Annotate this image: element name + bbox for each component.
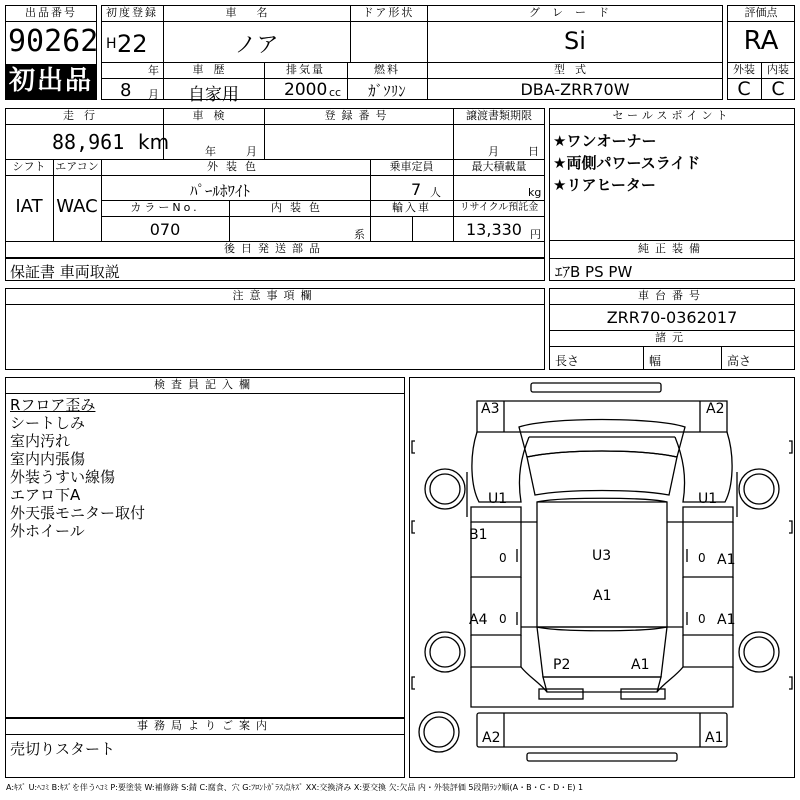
interior-label: 内装 bbox=[767, 63, 789, 76]
sales-point-3: ★リアヒーター bbox=[553, 176, 656, 194]
width-label: 幅 bbox=[649, 354, 662, 368]
score-label: 評価点 bbox=[744, 6, 778, 19]
reg-month: 8 bbox=[120, 80, 132, 101]
displacement-unit: cc bbox=[329, 86, 342, 99]
recycle: 13,330 bbox=[466, 220, 522, 239]
mark-u1-left: U1 bbox=[488, 491, 508, 507]
height-label: 高さ bbox=[727, 354, 752, 368]
later-shipment: 保証書 車両取説 bbox=[10, 263, 120, 281]
fuel: ｶﾞｿﾘﾝ bbox=[368, 82, 406, 100]
capacity-unit: 人 bbox=[430, 186, 441, 199]
car-name-label: 車名 bbox=[225, 6, 288, 19]
inspection-year-unit: 年 bbox=[205, 145, 216, 158]
inspector-line-7: 外天張モニター取付 bbox=[10, 504, 146, 522]
mark-a4-left: A4 bbox=[469, 612, 488, 628]
inspector-line-1: Rフロア歪み bbox=[10, 396, 96, 414]
era-letter: H bbox=[106, 36, 117, 52]
exterior-label: 外装 bbox=[733, 63, 755, 76]
door-label: ドア形状 bbox=[362, 6, 415, 19]
int-color-label: 内装色 bbox=[271, 201, 328, 214]
lot-number: 90262 bbox=[8, 24, 99, 59]
inspector-line-5: 外装うすい線傷 bbox=[10, 468, 116, 486]
grade: Si bbox=[564, 27, 586, 55]
capacity: 7 bbox=[411, 180, 422, 199]
mark-a1-bottom-right: A1 bbox=[705, 730, 724, 746]
inspector-line-2: シートしみ bbox=[10, 414, 86, 432]
history-label: 車歴 bbox=[192, 63, 235, 76]
inspection-month-unit: 月 bbox=[246, 145, 257, 158]
notes-label: 注意事項欄 bbox=[232, 289, 318, 302]
equipment: ｴｱB PS PW bbox=[555, 263, 633, 281]
inspector-label: 検査員記入欄 bbox=[154, 378, 256, 391]
mileage-label: 走行 bbox=[63, 109, 105, 122]
year-unit: 年 bbox=[148, 64, 159, 77]
mark-u3-roof: U3 bbox=[592, 548, 612, 564]
mark-a1-right-door: A1 bbox=[717, 552, 736, 568]
import-label: 輸入車 bbox=[392, 201, 431, 214]
chassis: ZRR70-0362017 bbox=[606, 308, 738, 327]
score: RA bbox=[743, 26, 779, 56]
mark-a1-rear: A1 bbox=[631, 657, 650, 673]
glass-mark-left-rear: 0 bbox=[499, 612, 507, 626]
glass-mark-right-rear: 0 bbox=[698, 612, 706, 626]
transfer-month-unit: 月 bbox=[488, 145, 499, 158]
legend: A:ｷｽﾞ U:ﾍｺﾐ B:ｷｽﾞを伴うﾍｺﾐ P:要塗装 W:補修跡 S:錆 C:腐食、穴 G:ﾌﾛﾝﾄｶﾞﾗｽ点ｷｽﾞ XX:交換済み X:要交換 欠:欠品 内・外装評価 5段階ﾗﾝｸ順(A・B・C・D・E) 1 bbox=[6, 783, 584, 792]
load-label: 最大積載量 bbox=[471, 160, 527, 173]
ext-color: ﾊﾟｰﾙﾎﾜｲﾄ bbox=[190, 182, 251, 200]
interior-grade: C bbox=[771, 78, 785, 100]
length-label: 長さ bbox=[555, 354, 580, 368]
displacement-label: 排気量 bbox=[286, 63, 325, 76]
mark-a2-top-right: A2 bbox=[706, 401, 725, 417]
inspector-line-8: 外ホイール bbox=[10, 522, 85, 540]
ext-color-label: 外装色 bbox=[207, 160, 264, 173]
dimensions-label: 諸元 bbox=[655, 331, 689, 344]
transfer-day-unit: 日 bbox=[528, 145, 539, 158]
equipment-label: 純正装備 bbox=[638, 242, 706, 255]
shift-label: シフト bbox=[12, 160, 46, 173]
lot-number-label: 出品番号 bbox=[25, 6, 77, 19]
mark-b1-left: B1 bbox=[469, 527, 488, 543]
recycle-unit: 円 bbox=[530, 228, 541, 241]
mileage: 88,961 bbox=[52, 130, 125, 154]
sales-points-label: セールスポイント bbox=[612, 109, 732, 122]
sales-point-1: ★ワンオーナー bbox=[553, 132, 657, 150]
exterior-grade: C bbox=[737, 78, 751, 100]
office-label: 事務局よりご案内 bbox=[137, 719, 273, 732]
model-label: 型式 bbox=[554, 63, 596, 76]
capacity-label: 乗車定員 bbox=[389, 160, 434, 173]
recycle-label: リサイクル預託金 bbox=[459, 202, 539, 213]
glass-mark-right-front: 0 bbox=[698, 551, 706, 565]
inspector-line-3: 室内汚れ bbox=[10, 432, 71, 450]
first-reg-label: 初度登録 bbox=[106, 6, 158, 19]
history: 自家用 bbox=[188, 85, 239, 105]
office: 売切りスタート bbox=[10, 740, 116, 758]
aircon-label: エアコン bbox=[55, 160, 99, 173]
fuel-label: 燃料 bbox=[374, 63, 400, 76]
load-unit: kg bbox=[528, 186, 542, 199]
color-no-label: カラーNo. bbox=[130, 201, 200, 214]
grade-label: グレード bbox=[529, 6, 621, 19]
month-unit: 月 bbox=[148, 88, 159, 101]
aircon: WAC bbox=[56, 196, 98, 217]
inspector-line-6: エアロ下A bbox=[10, 486, 81, 504]
chassis-label: 車台番号 bbox=[638, 289, 706, 302]
car-name: ノア bbox=[234, 33, 279, 58]
model: DBA-ZRR70W bbox=[520, 80, 630, 99]
mark-a2-bottom-left: A2 bbox=[482, 730, 501, 746]
inspection-label: 車検 bbox=[192, 109, 235, 122]
car-diagram bbox=[409, 377, 795, 778]
sales-point-2: ★両側パワースライド bbox=[553, 154, 701, 172]
mark-p2-rear: P2 bbox=[553, 657, 571, 673]
mark-u1-right: U1 bbox=[698, 491, 718, 507]
displacement: 2000 bbox=[284, 80, 328, 100]
mark-a1-right-rear-door: A1 bbox=[717, 612, 736, 628]
plate-label: 登録番号 bbox=[324, 109, 393, 122]
shift: IAT bbox=[15, 196, 43, 217]
reg-year: 22 bbox=[117, 30, 148, 58]
glass-mark-left-front: 0 bbox=[499, 551, 507, 565]
later-shipment-label: 後日発送部品 bbox=[224, 242, 326, 255]
mileage-unit: km bbox=[138, 130, 170, 154]
color-no: 070 bbox=[149, 220, 181, 239]
inspector-line-4: 室内内張傷 bbox=[10, 450, 86, 468]
transfer-label: 譲渡書類期限 bbox=[466, 109, 532, 122]
first-listing-badge-text: 初出品 bbox=[8, 66, 93, 96]
mark-a1-roof: A1 bbox=[593, 588, 612, 604]
mark-a3-top-left: A3 bbox=[481, 401, 500, 417]
int-color-suffix: 系 bbox=[354, 228, 365, 241]
